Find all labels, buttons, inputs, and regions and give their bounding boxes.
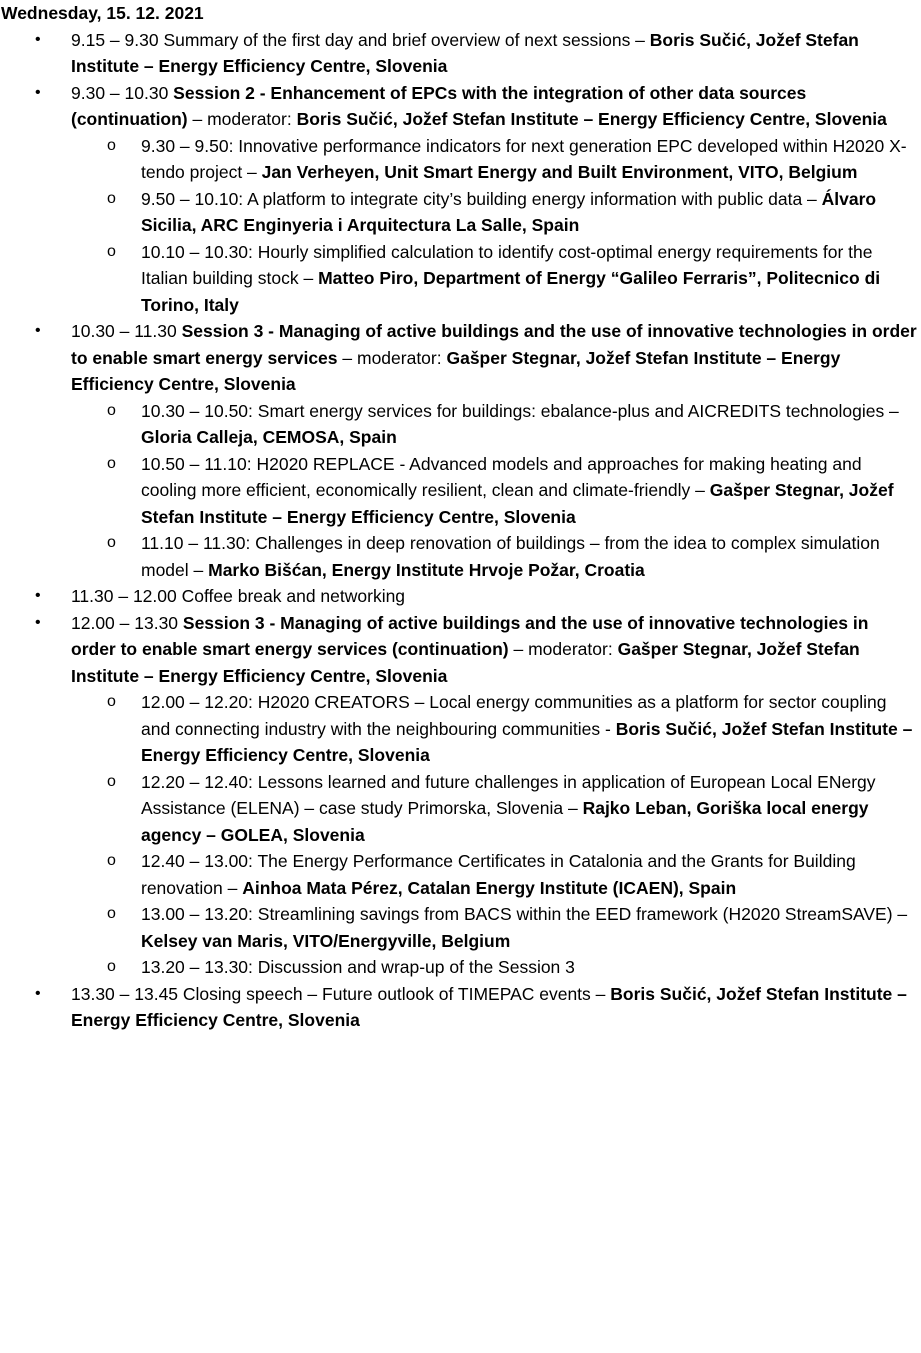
session-title: Session 3 - Managing of active buildings and the use of innovative technologies in order to enable smart energy services [71,321,917,368]
agenda-time: 13.30 – 13.45 [71,983,183,1004]
speaker-name: Matteo Piro, Department of Energy “Galileo Ferraris”, Politecnico di Torino, Italy [141,268,881,315]
talk-item [71,186,917,239]
bullet-icon: • [35,587,41,604]
circle-bullet-icon: o [107,958,116,975]
speaker-name: Jan Verheyen, Unit Smart Energy and Built Environment, VITO, Belgium [261,162,858,182]
speaker-name: Rajko Leban, Goriška local energy agency – GOLEA, Slovenia [141,798,869,845]
bullet-icon: • [35,322,41,339]
bullet-icon: • [35,83,41,101]
talk-list [71,133,917,319]
agenda-time: 12.00 – 13.30 [71,612,183,633]
agenda-item [1,318,917,583]
circle-bullet-icon: o [107,136,116,154]
agenda-item-text [71,610,917,690]
agenda-description: – moderator: [337,347,447,368]
talk-item [71,451,917,531]
agenda-description: Coffee break and networking [181,586,406,606]
talk-item [71,239,917,319]
agenda-description: Closing speech – Future outlook of TIMEPAC events – [182,983,611,1004]
circle-bullet-icon: o [107,534,116,551]
talk-description: 12.00 – 12.20: H2020 CREATORS – Local energy communities as a platform for sector coupling and connecting industry with the neighbouring communities - [141,692,887,739]
talk-description: 12.40 – 13.00: The Energy Performance Certificates in Catalonia and the Grants for Building renovation – [141,851,856,898]
date-heading: Wednesday, 15. 12. 2021 [1,3,204,23]
circle-bullet-icon: o [107,772,116,790]
speaker-name: Gašper Stegnar, Jožef Stefan Institute – Energy Efficiency Centre, Slovenia [71,639,860,686]
circle-bullet-icon: o [107,905,116,922]
talk-item [71,769,917,849]
agenda-item-text [71,318,917,398]
circle-bullet-icon: o [107,852,116,869]
talk-item [71,954,917,981]
talk-description: 13.00 – 13.20: Streamlining savings from BACS within the EED framework (H2020 StreamSAVE) – [141,904,908,924]
talk-text [141,901,917,954]
talk-list [71,689,917,981]
talk-list [71,398,917,584]
agenda-item-text [71,80,917,133]
speaker-name: Gloria Calleja, CEMOSA, Spain [141,427,397,447]
agenda-item [1,610,917,981]
talk-text [141,398,917,451]
circle-bullet-icon: o [107,454,116,472]
talk-item [71,530,917,583]
agenda-item [1,27,917,80]
talk-text [141,848,917,901]
talk-text [141,769,917,849]
bullet-icon: • [35,30,41,48]
talk-text [141,954,917,981]
speaker-name: Boris Sučić, Jožef Stefan Institute – Energy Efficiency Centre, Slovenia [141,718,913,765]
bullet-icon: • [35,984,41,1002]
talk-item [71,133,917,186]
agenda-item [1,981,917,1034]
speaker-name: Boris Sučić, Jožef Stefan Institute – Energy Efficiency Centre, Slovenia [71,983,907,1030]
talk-text [141,239,917,319]
agenda-time: 11.30 – 12.00 [71,586,182,606]
talk-text [141,186,917,239]
speaker-name: Álvaro Sicilia, ARC Enginyeria i Arquitectura La Salle, Spain [141,188,877,235]
agenda-list [1,27,917,1034]
agenda-time: 9.30 – 10.30 [71,82,174,103]
circle-bullet-icon: o [107,693,116,710]
talk-text [141,530,917,583]
speaker-name: Ainhoa Mata Pérez, Catalan Energy Institute (ICAEN), Spain [242,877,737,898]
bullet-icon: • [35,613,41,631]
talk-text [141,689,917,769]
session-title: Session 3 - Managing of active buildings and the use of innovative technologies in order to enable smart energy services (continuation) [71,612,869,659]
speaker-name: Gašper Stegnar, Jožef Stefan Institute – Energy Efficiency Centre, Slovenia [141,480,894,527]
talk-text [141,133,917,186]
speaker-name: Marko Bišćan, Energy Institute Hrvoje Požar, Croatia [208,559,645,580]
circle-bullet-icon: o [107,242,116,260]
talk-description: 13.20 – 13.30: Discussion and wrap-up of the Session 3 [141,957,575,977]
talk-description: 10.30 – 10.50: Smart energy services for buildings: ebalance-plus and AICREDITS technologies – [141,400,899,421]
speaker-name: Gašper Stegnar, Jožef Stefan Institute – Energy Efficiency Centre, Slovenia [71,347,841,394]
talk-description: 9.30 – 9.50: Innovative performance indicators for next generation EPC developed within H2020 X-tendo project – [141,135,907,182]
agenda-description: Summary of the first day and brief overview of next sessions – [163,29,650,50]
session-title: Session 2 - Enhancement of EPCs with the integration of other data sources (continuation) [71,82,807,129]
talk-item [71,398,917,451]
speaker-name: Kelsey van Maris, VITO/Energyville, Belgium [141,930,511,951]
agenda-item [1,80,917,319]
agenda-time: 9.15 – 9.30 [71,29,164,50]
talk-description: 10.50 – 11.10: H2020 REPLACE - Advanced models and approaches for making heating and cooling more efficient, economically resilient, clean and climate-friendly – [141,453,862,500]
talk-item [71,689,917,769]
agenda-item-text [71,27,917,80]
circle-bullet-icon: o [107,401,116,419]
speaker-name: Boris Sučić, Jožef Stefan Institute – Energy Efficiency Centre, Slovenia [296,109,887,129]
agenda-item [1,583,917,610]
circle-bullet-icon: o [107,189,116,207]
talk-description: 11.10 – 11.30: Challenges in deep renovation of buildings – from the idea to complex simulation model – [141,533,880,580]
agenda-item-text [71,981,917,1034]
talk-item [71,901,917,954]
talk-item [71,848,917,901]
talk-description: 10.10 – 10.30: Hourly simplified calculation to identify cost-optimal energy requirements for the Italian building stock – [141,241,873,288]
speaker-name: Boris Sučić, Jožef Stefan Institute – Energy Efficiency Centre, Slovenia [71,29,859,76]
agenda-time: 10.30 – 11.30 [71,321,182,341]
agenda-description: – moderator: [508,639,618,659]
talk-description: 9.50 – 10.10: A platform to integrate city’s building energy information with public data – [141,188,822,209]
talk-description: 12.20 – 12.40: Lessons learned and future challenges in application of European Local ENergy Assistance (ELENA) – case study Primorska, Slovenia – [141,771,876,818]
agenda-item-text [71,583,917,610]
agenda-description: – moderator: [187,109,297,129]
talk-text [141,451,917,531]
